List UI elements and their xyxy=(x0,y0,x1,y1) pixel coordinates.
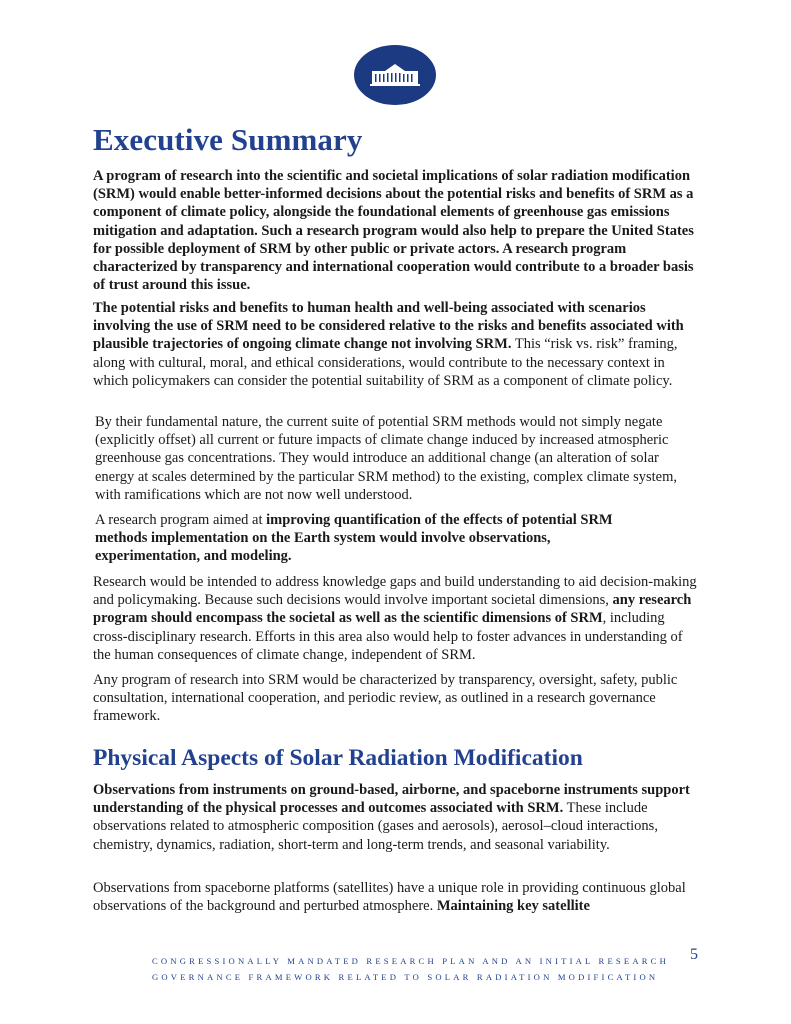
page-number: 5 xyxy=(690,946,698,963)
paragraph-bold-text: Observations from instruments on ground-based, airborne, and spaceborne instruments support understanding of the physical processes and outcomes associated with SRM. xyxy=(93,782,690,817)
paragraph-text: Research would be intended to address knowledge gaps and build understanding to aid decision-making and policymaking. Because such decisions would involve important societal dimensions, xyxy=(93,574,697,609)
section-paragraph-2 xyxy=(93,879,699,915)
paragraph-bold-text: The potential risks and benefits to human health and well-being associated with scenarios involving the use of SRM need to be considered relative to the risks and benefits associated with plausible trajectories of ongoing climate change not involving SRM. xyxy=(93,300,684,353)
summary-paragraph-4 xyxy=(95,511,655,566)
summary-paragraph-5 xyxy=(93,573,699,664)
paragraph-text: Observations from spaceborne platforms (satellites) have a unique role in providing continuous global observations of the background and perturbed atmosphere. xyxy=(93,880,686,915)
section-heading: Physical Aspects of Solar Radiation Modification xyxy=(93,745,583,771)
paragraph-text: A research program aimed at xyxy=(95,512,267,528)
paragraph-text: , including cross-disciplinary research. Efforts in this area also would help to foster advances in understanding of the human consequences of climate change, independent of SRM. xyxy=(93,610,683,663)
paragraph-bold-text: any research program should encompass the societal as well as the scientific dimensions of SRM xyxy=(93,592,692,627)
paragraph-text: These include observations related to atmospheric composition (gases and aerosols), aerosol–cloud interactions, chemistry, dynamics, radiation, short-term and long-term trends, and seasonal variability. xyxy=(93,800,658,853)
footer-line-2: GOVERNANCE FRAMEWORK RELATED TO SOLAR RADIATION MODIFICATION xyxy=(152,972,659,982)
footer-line-1: CONGRESSIONALLY MANDATED RESEARCH PLAN AND AN INITIAL RESEARCH xyxy=(152,956,670,966)
summary-paragraph-1 xyxy=(93,167,699,294)
paragraph-bold-text: Maintaining key satellite xyxy=(436,898,590,915)
page-title: Executive Summary xyxy=(93,122,363,157)
summary-paragraph-3 xyxy=(95,413,685,504)
summary-paragraph-2 xyxy=(93,299,699,390)
paragraph-text: By their fundamental nature, the current suite of potential SRM methods would not simply negate (explicitly offset) all current or future impacts of climate change induced by increased atmospheric greenhouse gas concentrations. They would introduce an additional change (an alteration of solar energy at scales determined by the particular SRM method) to the existing, complex climate system, with ramifications which are not now well understood. xyxy=(95,414,677,503)
footer-running-title xyxy=(152,953,670,985)
white-house-seal-icon xyxy=(353,44,437,106)
summary-paragraph-6 xyxy=(93,671,683,726)
section-paragraph-1 xyxy=(93,781,699,854)
paragraph-bold-text: improving quantification of the effects of potential SRM methods implementation on the Earth system would involve observations, experimentation, and modeling. xyxy=(95,512,613,565)
paragraph-text: Any program of research into SRM would be characterized by transparency, oversight, safety, public consultation, international cooperation, and periodic review, as outlined in a research governance framework. xyxy=(93,672,678,725)
paragraph-bold-text: A program of research into the scientific and societal implications of solar radiation modification (SRM) would enable better-informed decisions about the potential risks and benefits of SRM as a component of climate policy, alongside the foundational elements of greenhouse gas emissions mitigation and adaptation. Such a research program would also help to prepare the United States for possible deployment of SRM by other public or private actors. A research program characterized by transparency and international cooperation would contribute to a broader basis of trust around this issue. xyxy=(93,168,694,294)
paragraph-text: This “risk vs. risk” framing, along with cultural, moral, and ethical considerations, would contribute to the necessary context in which policymakers can consider the potential suitability of SRM as a component of climate policy. xyxy=(93,336,678,389)
